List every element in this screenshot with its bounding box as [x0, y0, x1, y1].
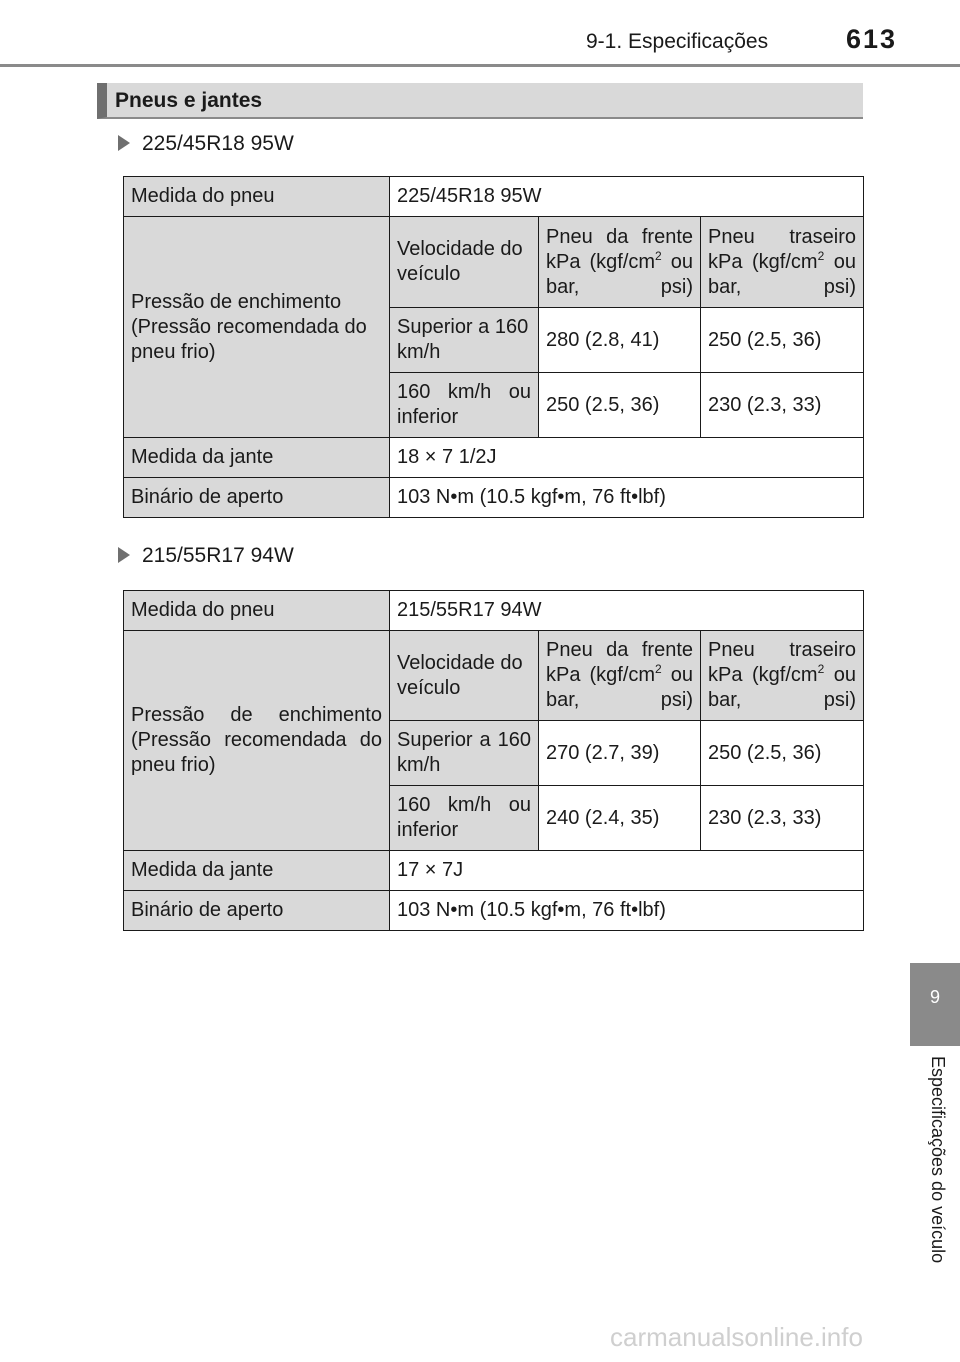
watermark: carmanualsonline.info	[610, 1322, 863, 1352]
tire-size-label: Medida do pneu	[124, 591, 390, 631]
tire-size-value: 225/45R18 95W	[390, 177, 864, 217]
table-row	[124, 438, 864, 478]
running-header-title: 9-1. Especificações	[586, 30, 769, 53]
page-number: 613	[846, 24, 898, 54]
front-tire-header: Pneu da frente kPa ($kgf/cm^2$ ou bar, psi)	[539, 217, 701, 308]
rear-pressure-cell: 230 (2.3, 33)	[701, 786, 864, 851]
tire-size-value: 215/55R17 94W	[390, 591, 864, 631]
table-row	[124, 478, 864, 518]
tire-size-heading-1	[118, 132, 294, 156]
table-row	[124, 217, 864, 308]
tire-spec-table-1	[123, 176, 864, 518]
header-divider	[0, 64, 960, 67]
tire-size-label: Medida do pneu	[124, 177, 390, 217]
front-pressure-cell: 240 (2.4, 35)	[539, 786, 701, 851]
torque-label: Binário de aperto	[124, 891, 390, 931]
pressure-label: Pressão de enchimento (Pressão recomendada do pneu frio)	[124, 217, 390, 438]
chapter-number: 9	[929, 987, 940, 1007]
section-title: Pneus e jantes	[115, 89, 263, 112]
speed-header: Velocidade do veículo	[390, 631, 539, 721]
torque-label: Binário de aperto	[124, 478, 390, 518]
table-row	[124, 177, 864, 217]
rear-pressure-cell: 250 (2.5, 36)	[701, 308, 864, 373]
front-pressure-cell: 280 (2.8, 41)	[539, 308, 701, 373]
section-title-bar	[97, 83, 863, 119]
torque-value: 103 N•m (10.5 kgf•m, 76 ft•lbf)	[390, 891, 864, 931]
table-row	[124, 591, 864, 631]
bullet-triangle-icon	[118, 547, 130, 563]
rim-size-value: 18 × 7 1/2J	[390, 438, 864, 478]
rim-size-label: Medida da jante	[124, 851, 390, 891]
table-row	[124, 851, 864, 891]
tire-spec-table-2	[123, 590, 864, 931]
tire-size-heading-text: 225/45R18 95W	[142, 132, 294, 155]
bullet-triangle-icon	[118, 135, 130, 151]
rear-tire-header: Pneu traseiro kPa ($kgf/cm^2$ ou bar, psi)	[701, 631, 864, 721]
front-pressure-cell: 270 (2.7, 39)	[539, 721, 701, 786]
tire-size-heading-2	[118, 544, 294, 568]
front-pressure-cell: 250 (2.5, 36)	[539, 373, 701, 438]
speed-cell: 160 km/h ou inferior	[390, 373, 539, 438]
rear-pressure-cell: 250 (2.5, 36)	[701, 721, 864, 786]
front-tire-header: Pneu da frente kPa ($kgf/cm^2$ ou bar, psi)	[539, 631, 701, 721]
chapter-label: Especificações do veículo	[928, 1056, 948, 1264]
table-row	[124, 891, 864, 931]
rear-tire-header: Pneu traseiro kPa ($kgf/cm^2$ ou bar, psi)	[701, 217, 864, 308]
speed-cell: Superior a 160 km/h	[390, 721, 539, 786]
speed-cell: 160 km/h ou inferior	[390, 786, 539, 851]
speed-cell: Superior a 160 km/h	[390, 308, 539, 373]
rim-size-value: 17 × 7J	[390, 851, 864, 891]
tire-size-heading-text: 215/55R17 94W	[142, 544, 294, 567]
rear-pressure-cell: 230 (2.3, 33)	[701, 373, 864, 438]
table-row	[124, 631, 864, 721]
pressure-label: Pressão de enchimento (Pressão recomendada do pneu frio)	[124, 631, 390, 851]
rim-size-label: Medida da jante	[124, 438, 390, 478]
chapter-tab	[910, 963, 960, 1046]
speed-header: Velocidade do veículo	[390, 217, 539, 308]
torque-value: 103 N•m (10.5 kgf•m, 76 ft•lbf)	[390, 478, 864, 518]
